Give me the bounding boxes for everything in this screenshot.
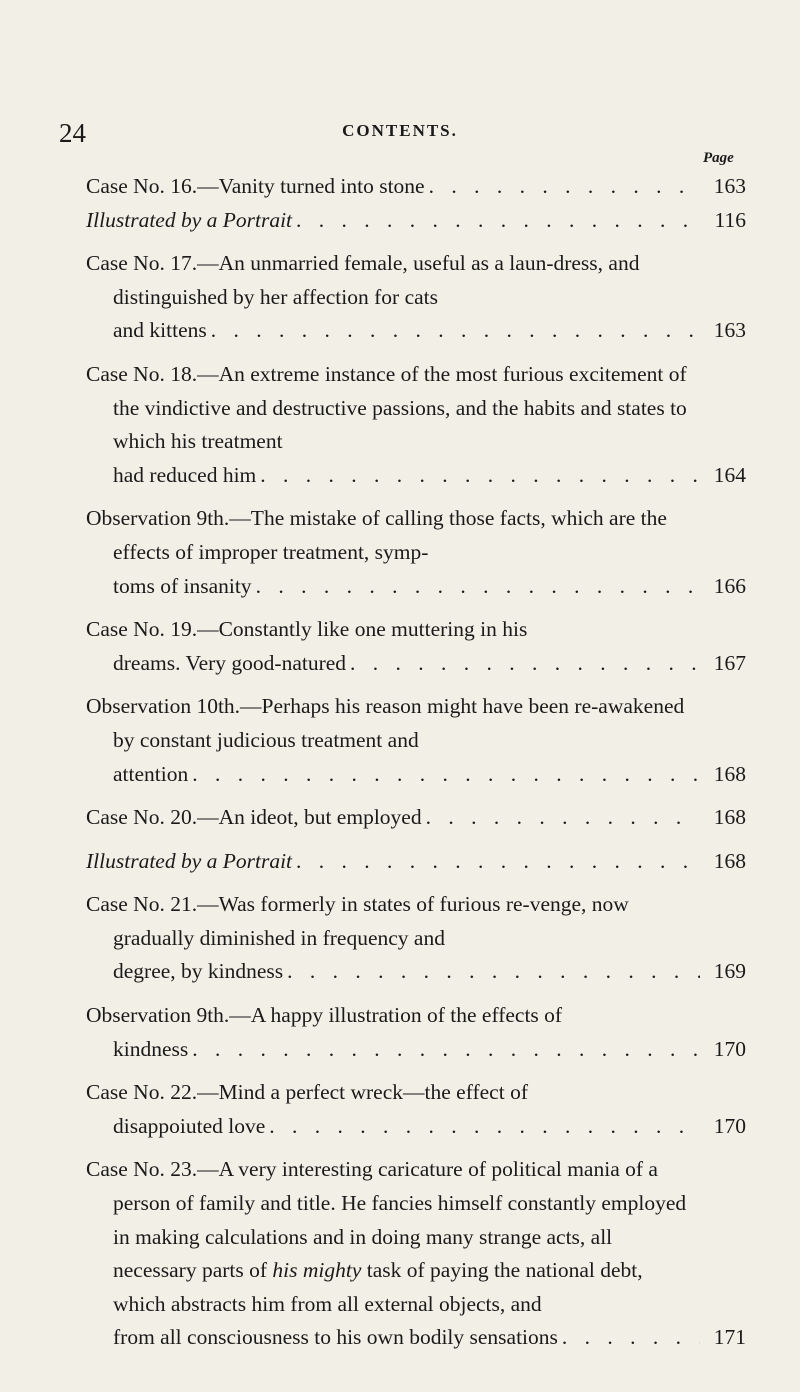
dot-leader [292,845,700,879]
contents-list [86,170,746,1355]
entry-page: 164 [713,462,746,487]
entry-text: Observation 9th.—The mistake of calling those facts, which are the effects of improper treatment, symp- [86,506,667,564]
entry-text: Case No. 22.—Mind a perfect wreck—the effect of [86,1080,528,1105]
page-column-label: Page [703,150,734,166]
entry-text-last-line: degree, by kindness [113,959,284,984]
entry-page: 170 [713,1036,746,1061]
contents-entry [86,613,746,680]
running-head [0,118,800,148]
entry-text: Case No. 16.—Vanity turned into stone [86,174,425,198]
entry-text: Observation 9th.—A happy illustration of the effects of [86,1003,563,1028]
dot-leader [292,204,700,238]
dot-leader [558,1321,700,1355]
entry-page: 168 [713,805,746,830]
dot-leader [265,1110,700,1144]
entry-text-last-line: dreams. Very good-natured [113,650,347,675]
entry-text: Observation 10th.—Perhaps his reason might have been re-awakened by constant judicious treatment and [86,694,685,752]
entry-text-last-line: kindness [113,1036,189,1061]
contents-entry [86,502,746,603]
dot-leader [422,801,700,835]
dot-leader [256,459,700,493]
page-number: 24 [59,118,86,148]
dot-leader [346,647,700,681]
entry-text: Case No. 20.—An ideot, but employed [86,805,422,830]
contents-entry [86,170,746,204]
entry-page: 166 [713,573,746,598]
dot-leader [252,570,700,604]
dot-leader [207,314,700,348]
entry-page: 163 [713,318,746,343]
running-title: CONTENTS. [342,121,458,140]
entry-page: 167 [713,650,746,675]
entry-page: 168 [713,761,746,786]
entry-text: Case No. 21.—Was formerly in states of furious re-venge, now gradually diminished in frequency and [86,892,629,950]
contents-entry [86,247,746,348]
entry-page: 163 [713,174,746,198]
entry-page: 171 [713,1325,746,1350]
entry-text: Case No. 23.—A very interesting caricature of political mania of a person of family and title. He fancies himself constantly employed in making calculations and in doing many strange acts, all necessary parts of his mighty task of paying the national debt, which abstracts him from all external objects, and [86,1157,687,1316]
contents-entry [86,888,746,989]
contents-entry [86,801,746,835]
entry-text: Illustrated by a Portrait [86,207,293,232]
entry-text-last-line: from all consciousness to his own bodily sensations [113,1325,558,1350]
contents-entry [86,845,746,879]
contents-entry [86,999,746,1066]
entry-text: Illustrated by a Portrait [86,848,293,873]
contents-entry [86,1153,746,1355]
contents-entry [86,1076,746,1143]
contents-entry [86,358,746,492]
contents-entry [86,204,746,238]
entry-text-last-line: toms of insanity [113,573,252,598]
entry-text-last-line: had reduced him [113,462,257,487]
entry-page: 116 [714,207,746,232]
dot-leader [188,1033,700,1067]
dot-leader [283,955,700,989]
entry-text: Case No. 19.—Constantly like one muttering in his [86,617,528,642]
entry-page: 168 [713,848,746,873]
contents-entry [86,690,746,791]
entry-text-last-line: disappoiuted love [113,1113,266,1138]
entry-text: Case No. 18.—An extreme instance of the most furious excitement of the vindictive and destructive passions, and the habits and states to which his treatment [86,361,687,454]
entry-text: Case No. 17.—An unmarried female, useful as a laun-dress, and distinguished by her affection for cats [86,251,640,309]
dot-leader [188,758,700,792]
entry-text-last-line: and kittens [113,318,207,343]
entry-page: 169 [713,959,746,984]
entry-page: 170 [713,1113,746,1138]
dot-leader [425,170,700,204]
entry-text-last-line: attention [113,761,189,786]
